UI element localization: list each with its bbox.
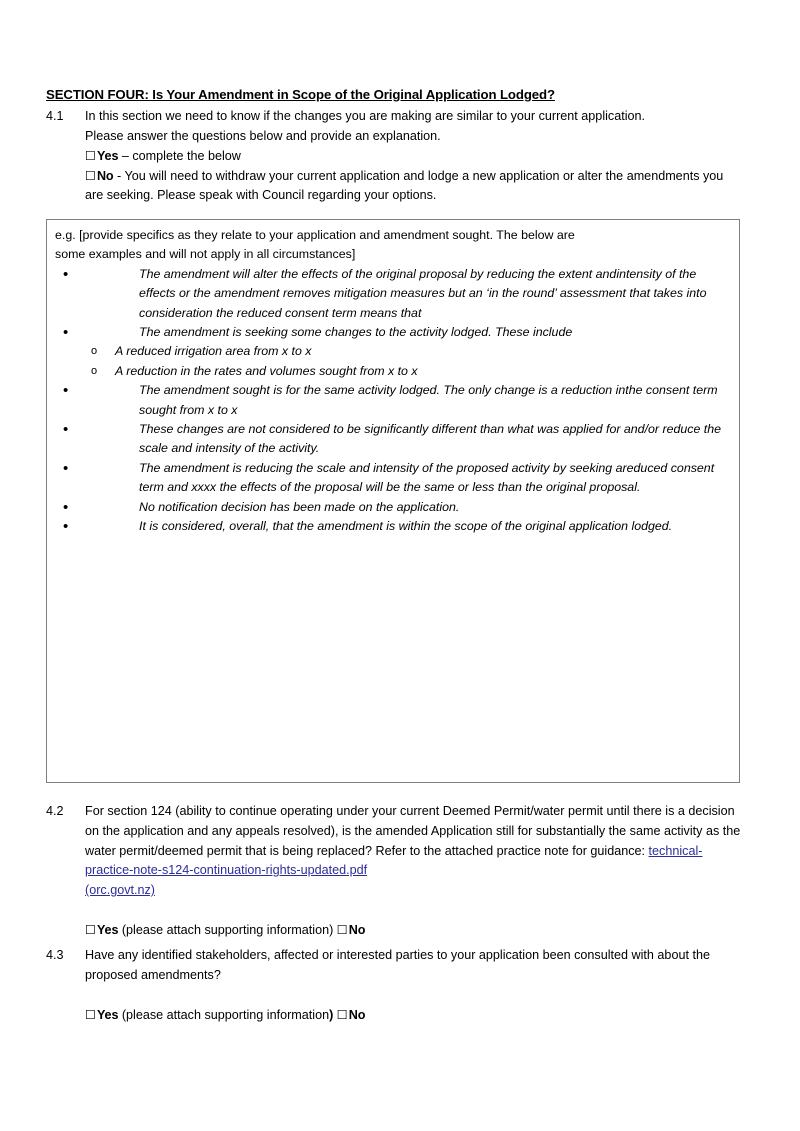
list-item (55, 323, 731, 342)
clause-4-1-body (85, 107, 742, 206)
checkbox-icon[interactable]: ☐ (85, 149, 96, 164)
list-item-text: The amendment is seeking some changes to the activity lodged. These include (139, 325, 573, 340)
clause-4-2-body (85, 802, 742, 941)
yes-label: Yes (96, 1007, 119, 1022)
clause-4-1 (46, 107, 742, 206)
clause-4-1-no-option[interactable] (85, 167, 742, 207)
checkbox-icon[interactable]: ☐ (85, 923, 96, 938)
clause-4-1-intro-line-1: In this section we need to know if the changes you are making are similar to your current application. (85, 109, 646, 124)
clause-4-1-intro-line-2: Please answer the questions below and provide an explanation. (85, 128, 441, 143)
clause-4-1-number: 4.1 (46, 109, 64, 124)
yes-description: – complete the below (118, 148, 241, 163)
yes-description-close-paren: ) (329, 1007, 337, 1022)
list-item (55, 265, 731, 323)
example-lead-line-2: some examples and will not apply in all circumstances] (55, 247, 356, 262)
no-label: No (348, 922, 366, 937)
checkbox-icon[interactable]: ☐ (336, 923, 348, 938)
clause-4-2 (46, 802, 742, 941)
clause-4-2-text: For section 124 (ability to continue operating under your current Deemed Permit/water permit until there is a decision on the application and any appeals resolved), is the amended Application still for substantially the same activity as the water permit/deemed permit that is being replaced? Refer to the attached practice note for guidance: (85, 804, 741, 858)
list-item-text: It is considered, overall, that the amendment is within the scope of the original application lodged. (139, 519, 673, 534)
practice-note-link-domain[interactable]: (orc.govt.nz) (85, 883, 155, 898)
page-title: SECTION FOUR: Is Your Amendment in Scope of the Original Application Lodged? (46, 87, 555, 102)
yes-label: Yes (96, 148, 119, 163)
example-bullet-list-top (55, 265, 731, 343)
bullet-icon: • (63, 382, 69, 400)
clause-4-2-answer-line[interactable] (85, 921, 742, 941)
sub-bullet-icon: o (91, 364, 98, 377)
clause-4-2-number: 4.2 (46, 804, 64, 818)
clause-4-3-body (85, 946, 742, 1025)
list-item (55, 362, 731, 381)
list-item-text: No notification decision has been made on the application. (139, 499, 460, 514)
no-label: No (348, 1007, 366, 1022)
clause-4-2-row (46, 802, 742, 941)
no-description: - You will need to withdraw your current application and lodge a new application or alter the amendments you are seeking. Please speak with Council regarding your options. (85, 168, 724, 203)
list-item (55, 342, 731, 361)
section-four-block (46, 86, 742, 206)
list-item-text: The amendment will alter the effects of the original proposal by reducing the extent andintensity of the effects or the amendment removes mitigation measures but an ‘in the round’ assessment that takes into consideration the reduced consent term means that (139, 266, 707, 320)
list-item (55, 498, 731, 517)
checkbox-icon[interactable]: ☐ (85, 169, 96, 184)
no-label: No (96, 168, 114, 183)
list-item (55, 517, 731, 536)
example-text-box[interactable] (46, 219, 740, 783)
bullet-icon: • (63, 265, 69, 283)
list-item (55, 459, 731, 498)
checkbox-icon[interactable]: ☐ (336, 1008, 348, 1023)
example-sub-bullet-list (55, 342, 731, 381)
practice-note-link[interactable]: technical-practice-note-s124-continuation-rights-updated.pdf (85, 843, 703, 878)
example-bullet-list-bottom (55, 381, 731, 536)
example-lead-line-1: e.g. [provide specifics as they relate to your application and amendment sought. The below are (55, 228, 575, 242)
bullet-icon: • (63, 421, 69, 439)
list-item-text: The amendment is reducing the scale and intensity of the proposed activity by seeking areduced consent term and xxxx the effects of the proposal will be the same or less than the original proposal. (139, 460, 715, 495)
bullet-icon: • (63, 498, 69, 516)
list-item-text: A reduction in the rates and volumes sought from x to x (115, 363, 418, 378)
list-item-text: The amendment sought is for the same activity lodged. The only change is a reduction inthe consent term sought from x to x (139, 383, 718, 417)
clause-4-3-text: Have any identified stakeholders, affected or interested parties to your application been consulted with about the proposed amendments? (85, 948, 710, 982)
list-item (55, 381, 731, 420)
yes-label: Yes (96, 922, 119, 937)
clause-4-1-yes-option[interactable] (85, 147, 742, 167)
bullet-icon: • (63, 459, 69, 477)
clause-4-3-number: 4.3 (46, 948, 64, 962)
list-item-text: These changes are not considered to be significantly different than what was applied for and/or reduce the scale and intensity of the activity. (139, 422, 722, 456)
clause-4-3-row (46, 946, 742, 1025)
yes-description: (please attach supporting information (118, 1007, 330, 1022)
list-item (55, 420, 731, 459)
example-box-content (47, 220, 739, 537)
checkbox-icon[interactable]: ☐ (85, 1008, 96, 1023)
bullet-icon: • (63, 324, 69, 342)
list-item-text: A reduced irrigation area from x to x (115, 344, 312, 359)
yes-description: (please attach supporting information) (118, 922, 337, 937)
sub-bullet-icon: o (91, 345, 98, 358)
bullet-icon: • (63, 518, 69, 536)
clause-4-3-answer-line[interactable] (85, 1006, 742, 1026)
clause-4-3 (46, 946, 742, 1025)
